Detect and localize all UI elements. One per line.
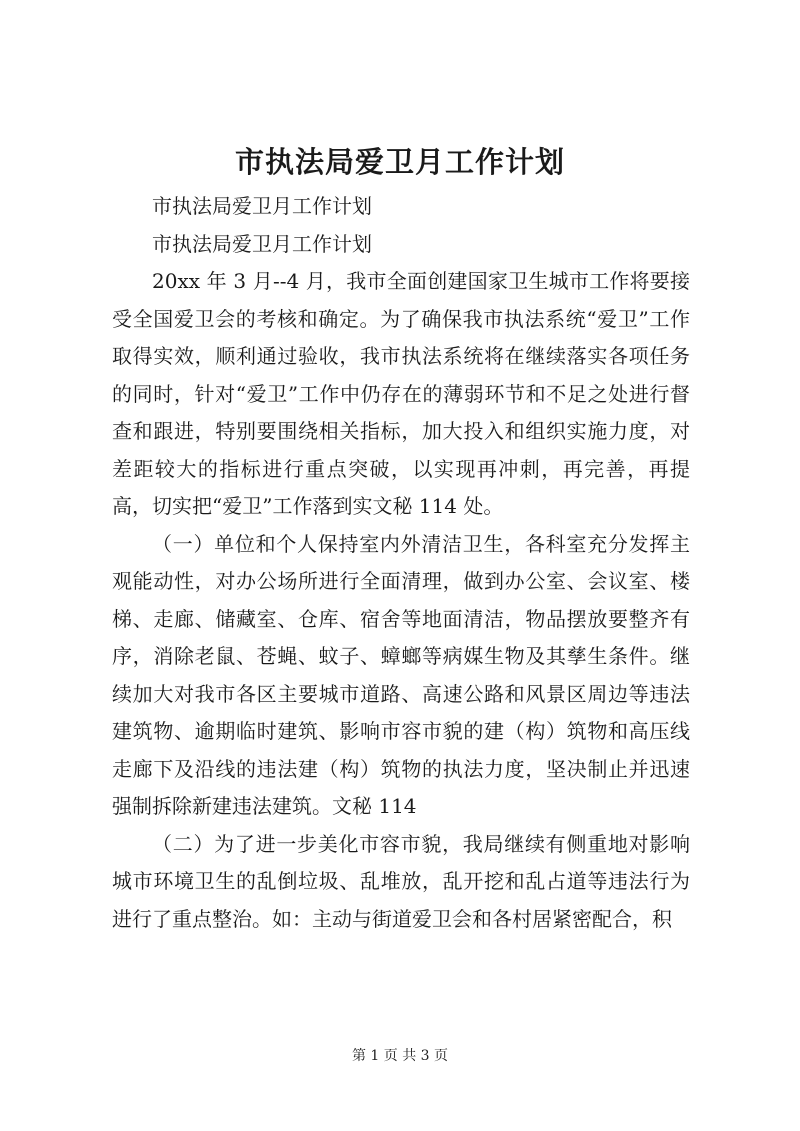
paragraph-subtitle-2: 市执法局爱卫月工作计划 <box>152 231 372 256</box>
document-body <box>112 188 690 938</box>
paragraph-subtitle-1: 市执法局爱卫月工作计划 <box>152 194 372 218</box>
paragraph-section-1: （一）单位和个人保持室内外清洁卫生，各科室充分发挥主观能动性，对办公场所进行全面清理，做到办公室、会议室、楼梯、走廊、储藏室、仓库、宿舍等地面清洁，物品摆放要整齐有序，消除老鼠、苍蝇、蚊子、蟑螂等病媒生物及其孳生条件。继续加大对我市各区主要城市道路、高速公路和风景区周边等违法建筑物、逾期临时建筑、影响市容市貌的建（构）筑物和高压线走廊下及沿线的违法建（构）筑物的执法力度，坚决制止并迅速强制拆除新建违法建筑。文秘 114 <box>112 531 690 818</box>
paragraph-intro: 20xx 年 3 月--4 月，我市全面创建国家卫生城市工作将要接受全国爱卫会的考核和确定。为了确保我市执法系统“爱卫”工作取得实效，顺利通过验收，我市执法系统将在继续落实各项任务的同时，针对“爱卫”工作中仍存在的薄弱环节和不足之处进行督查和跟进，特别要围绕相关指标，加大投入和组织实施力度，对差距较大的指标进行重点突破，以实现再冲刺，再完善，再提高，切实把“爱卫”工作落到实文秘 114 处。 <box>112 269 690 518</box>
paragraph-section-2: （二）为了进一步美化市容市貌，我局继续有侧重地对影响城市环境卫生的乱倒垃圾、乱堆放，乱开挖和乱占道等违法行为进行了重点整治。如：主动与街道爱卫会和各村居紧密配合，积 <box>112 831 690 931</box>
page-footer: 第 1 页 共 3 页 <box>351 1048 449 1064</box>
document-title: 市执法局爱卫月工作计划 <box>234 145 565 179</box>
